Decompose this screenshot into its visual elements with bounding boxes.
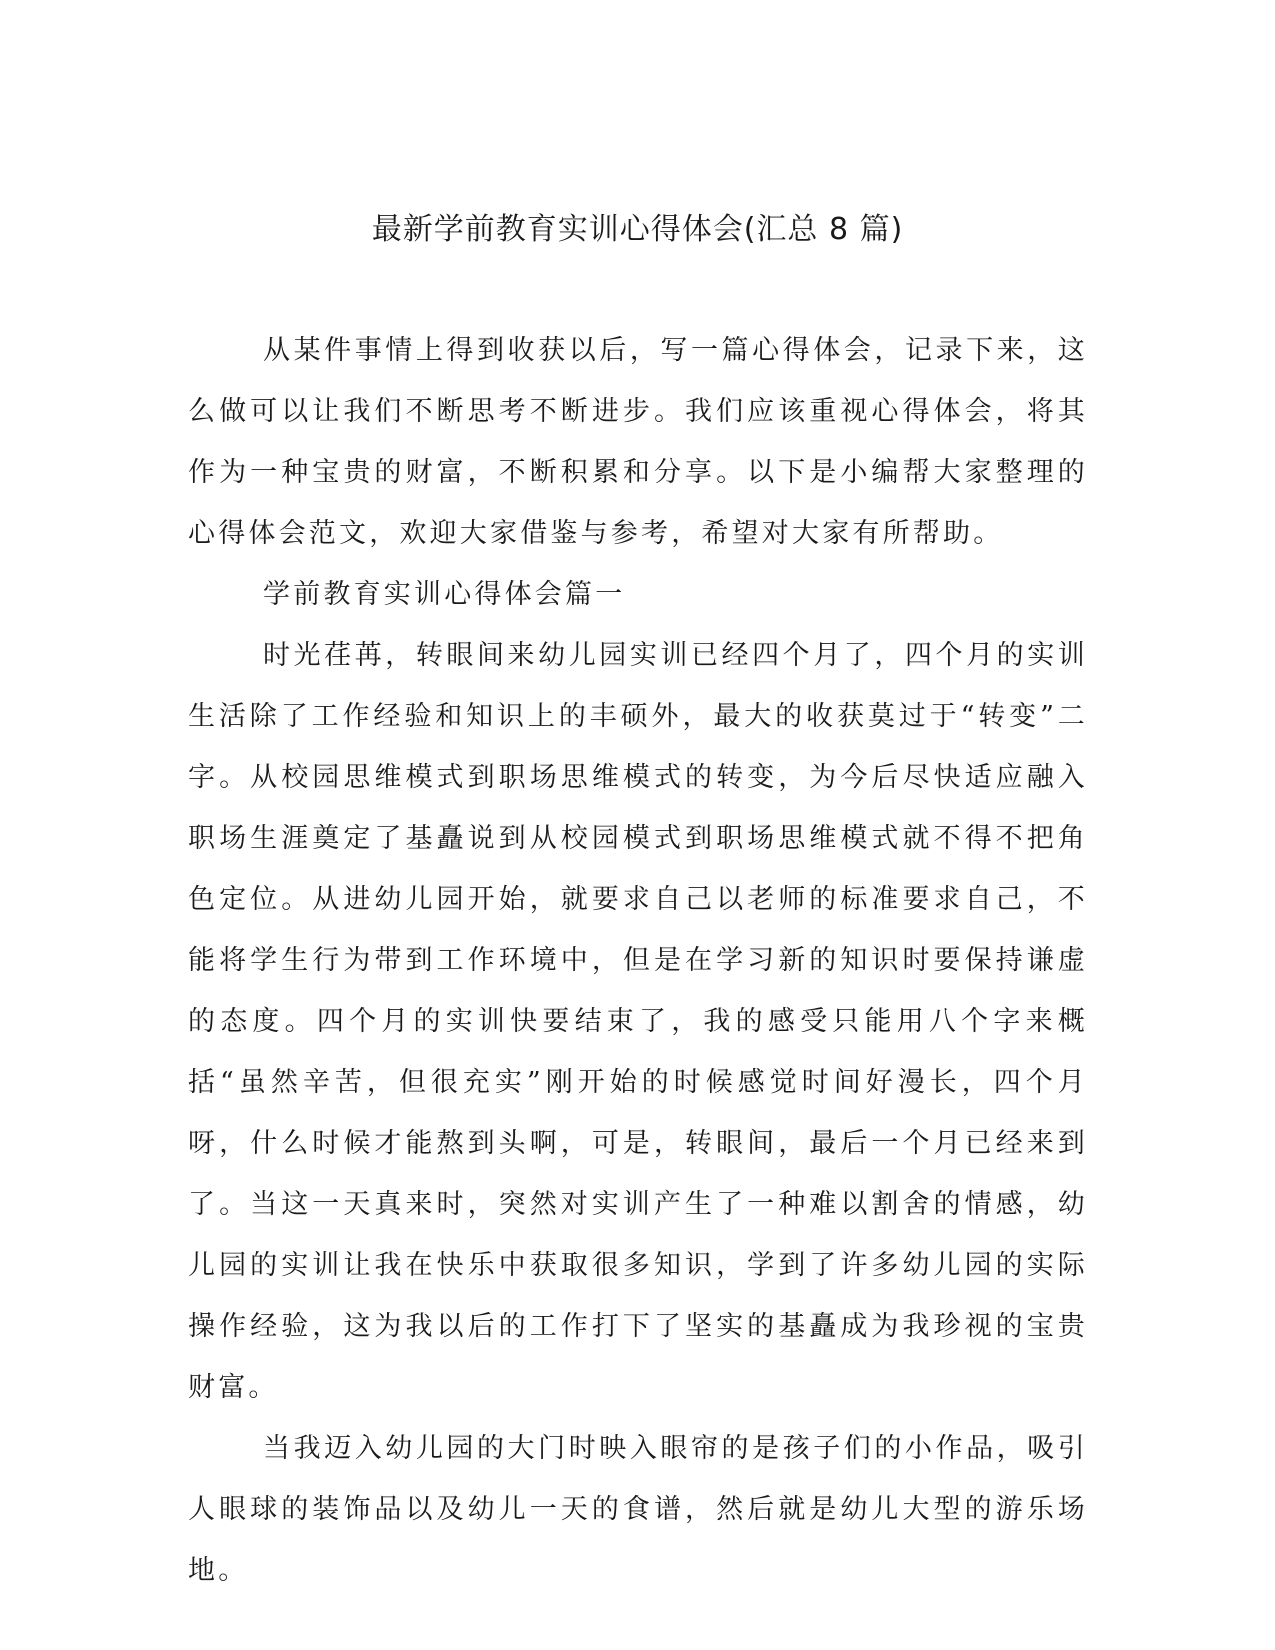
section-heading: 学前教育实训心得体会篇一 (263, 579, 626, 610)
document-body (188, 320, 1088, 1601)
body-paragraph: 时光荏苒，转眼间来幼儿园实训已经四个月了，四个月的实训生活除了工作经验和知识上的丰硕外，最大的收获莫过于“转变”二字。从校园思维模式到职场思维模式的转变，为今后尽快适应融入职场生涯奠定了基矗说到从校园模式到职场思维模式就不得不把角色定位。从进幼儿园开始，就要求自己以老师的标准要求自己，不能将学生行为带到工作环境中，但是在学习新的知识时要保持谦虚的态度。四个月的实训快要结束了，我的感受只能用八个字来概括“虽然辛苦，但很充实”刚开始的时候感觉时间好漫长，四个月呀，什么时候才能熬到头啊，可是，转眼间，最后一个月已经来到了。当这一天真来时，突然对实训产生了一种难以割舍的情感，幼儿园的实训让我在快乐中获取很多知识，学到了许多幼儿园的实际操作经验，这为我以后的工作打下了坚实的基矗成为我珍视的宝贵财富。 (188, 640, 1088, 1403)
body-paragraph: 当我迈入幼儿园的大门时映入眼帘的是孩子们的小作品，吸引人眼球的装饰品以及幼儿一天的食谱，然后就是幼儿大型的游乐场地。 (188, 1433, 1088, 1586)
document-title: 最新学前教育实训心得体会(汇总 8 篇) (371, 212, 904, 247)
intro-paragraph: 从某件事情上得到收获以后，写一篇心得体会，记录下来，这么做可以让我们不断思考不断进步。我们应该重视心得体会，将其作为一种宝贵的财富，不断积累和分享。以下是小编帮大家整理的心得体会范文，欢迎大家借鉴与参考，希望对大家有所帮助。 (188, 335, 1088, 549)
